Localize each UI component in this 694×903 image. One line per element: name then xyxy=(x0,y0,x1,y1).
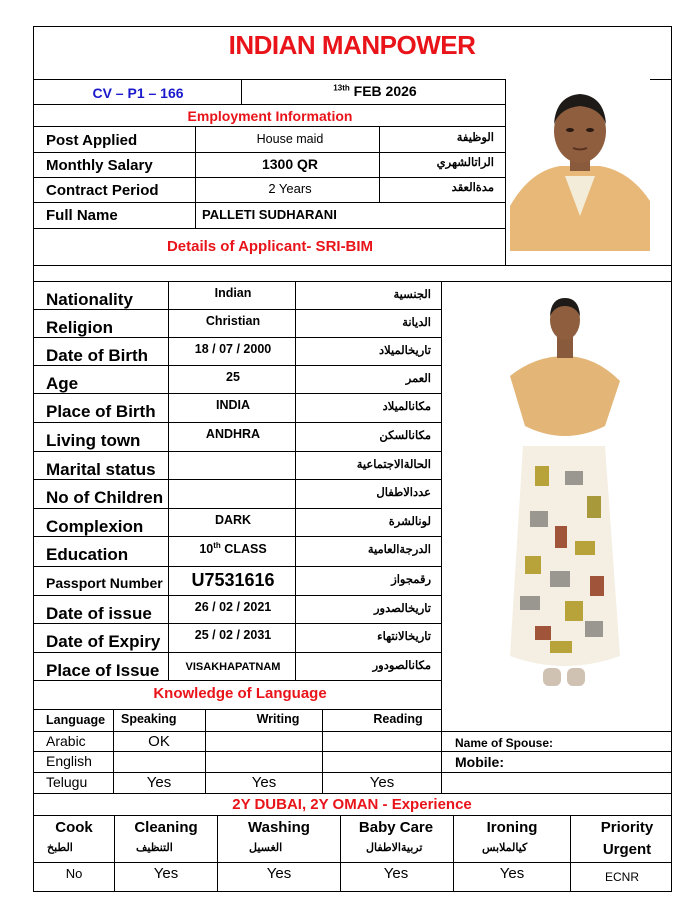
divider xyxy=(33,79,505,80)
field-value: 18 / 07 / 2000 xyxy=(194,342,272,356)
divider xyxy=(33,566,441,567)
field-arabic: العمر xyxy=(405,373,431,385)
skill-value: Yes xyxy=(383,865,409,882)
full-name-label: Full Name xyxy=(46,207,118,224)
field-value: VISAKHAPATNAM xyxy=(185,661,281,673)
divider xyxy=(441,281,442,793)
field-value: DARK xyxy=(214,513,252,527)
divider xyxy=(295,281,296,680)
divider xyxy=(33,772,672,773)
priority-value: Urgent xyxy=(602,841,652,858)
language-name: English xyxy=(46,753,92,769)
divider xyxy=(168,281,169,680)
field-label: Passport Number xyxy=(46,575,163,591)
divider xyxy=(33,202,505,203)
divider xyxy=(217,815,218,891)
field-arabic: مدةالعقد xyxy=(451,182,494,194)
field-label: Religion xyxy=(46,318,114,337)
language-writing: Yes xyxy=(251,774,277,791)
field-label: Age xyxy=(46,374,79,393)
field-value: U7531616 xyxy=(191,570,275,590)
divider xyxy=(33,731,672,732)
spouse-name-label: Name of Spouse: xyxy=(455,736,554,750)
divider xyxy=(33,595,441,596)
field-label: Date of issue xyxy=(46,604,152,623)
cv-date xyxy=(333,84,416,98)
ecnr-value: ECNR xyxy=(604,870,640,884)
field-label: Contract Period xyxy=(46,182,159,199)
skill-value: Yes xyxy=(266,865,292,882)
field-arabic: عددالاطفال xyxy=(376,487,431,499)
divider xyxy=(33,508,441,509)
field-arabic: مكانالسكن xyxy=(379,430,431,442)
language-speaking: Yes xyxy=(146,774,172,791)
skill-name: Ironing xyxy=(486,819,538,836)
field-value: 1300 QR xyxy=(261,156,319,172)
divider xyxy=(33,281,672,282)
skill-arabic: الغسيل xyxy=(249,842,283,854)
divider xyxy=(241,79,242,104)
field-label: Complexion xyxy=(46,517,144,536)
divider xyxy=(33,891,672,892)
field-label: Post Applied xyxy=(46,132,138,149)
field-arabic: مكانالصودور xyxy=(372,660,431,672)
experience-title: 2Y DUBAI, 2Y OMAN - Experience xyxy=(232,796,472,813)
skill-arabic: تربيةالاطفال xyxy=(366,842,423,854)
field-arabic: الجنسية xyxy=(393,289,431,301)
field-label: Nationality xyxy=(46,290,133,309)
field-label: Date of Expiry xyxy=(46,632,161,651)
language-header: Writing xyxy=(256,712,300,726)
field-arabic: الدرجةالعامية xyxy=(367,544,431,556)
field-value: ANDHRA xyxy=(205,427,261,441)
skill-arabic: التنظيف xyxy=(136,842,173,854)
employment-title: Employment Information xyxy=(187,108,353,124)
divider xyxy=(33,337,441,338)
divider xyxy=(33,422,441,423)
divider xyxy=(33,751,672,752)
mobile-label: Mobile: xyxy=(455,754,504,770)
field-arabic: تاريخالانتهاء xyxy=(377,631,431,643)
passport-photo xyxy=(510,86,650,251)
full-name-value: PALLETI SUDHARANI xyxy=(202,207,337,222)
field-label: Place of Issue xyxy=(46,661,160,680)
language-title: Knowledge of Language xyxy=(153,685,327,702)
language-speaking: OK xyxy=(148,733,170,750)
divider xyxy=(33,479,441,480)
field-label: No of Children xyxy=(46,488,164,507)
divider xyxy=(33,680,441,681)
cv-date-rest: FEB 2026 xyxy=(353,83,417,99)
divider xyxy=(33,177,505,178)
field-arabic: مكانالميلاد xyxy=(382,401,431,413)
language-header: Language xyxy=(46,713,106,727)
field-arabic: تاريخالصدور xyxy=(373,603,431,615)
divider xyxy=(33,365,441,366)
field-label: Living town xyxy=(46,431,141,450)
field-value: 25 / 02 / 2031 xyxy=(194,628,272,642)
skill-name: Cleaning xyxy=(134,819,198,836)
field-value: INDIA xyxy=(215,398,251,412)
company-title: INDIAN MANPOWER xyxy=(228,30,476,60)
field-value: Indian xyxy=(214,286,252,300)
divider xyxy=(33,623,441,624)
field-label: Education xyxy=(46,545,129,564)
divider xyxy=(33,152,505,153)
language-header: Speaking xyxy=(121,712,177,726)
skill-value: Yes xyxy=(499,865,525,882)
divider xyxy=(505,79,506,265)
language-name: Arabic xyxy=(46,733,86,749)
divider xyxy=(33,309,441,310)
divider xyxy=(33,815,672,816)
skill-arabic: الطبخ xyxy=(47,842,73,854)
full-length-photo xyxy=(505,296,625,696)
field-label: Place of Birth xyxy=(46,402,156,421)
divider xyxy=(453,815,454,891)
skill-value: No xyxy=(65,866,83,881)
divider xyxy=(650,79,672,80)
cv-code: CV – P1 – 166 xyxy=(92,85,184,101)
skill-name: Baby Care xyxy=(358,819,434,836)
divider xyxy=(33,862,672,863)
details-title: Details of Applicant- SRI-BIM xyxy=(166,238,374,255)
divider xyxy=(33,228,505,229)
field-arabic: رقمجواز xyxy=(391,574,431,586)
field-arabic: الراتالشهري xyxy=(436,157,494,169)
divider xyxy=(33,709,441,710)
divider xyxy=(33,104,505,105)
divider xyxy=(33,536,441,537)
field-arabic: الحالةالاجتماعية xyxy=(356,459,431,471)
skill-name: Cook xyxy=(55,819,93,836)
language-name: Telugu xyxy=(46,774,88,790)
field-arabic: الديانة xyxy=(402,317,431,329)
skill-name: Washing xyxy=(248,819,310,836)
field-value: House maid xyxy=(256,132,324,146)
divider xyxy=(570,815,571,891)
field-arabic: الوظيفة xyxy=(456,132,494,144)
divider xyxy=(33,393,441,394)
skill-arabic: كيالملابس xyxy=(482,842,528,854)
divider xyxy=(33,793,672,794)
divider xyxy=(33,451,441,452)
language-reading: Yes xyxy=(369,774,395,791)
field-value: 26 / 02 / 2021 xyxy=(194,600,272,614)
field-arabic: تاريخالميلاد xyxy=(379,345,431,357)
field-value: 25 xyxy=(226,370,240,384)
divider xyxy=(114,815,115,891)
divider xyxy=(340,815,341,891)
priority-label: Priority xyxy=(600,819,654,836)
skill-value: Yes xyxy=(153,865,179,882)
language-header: Reading xyxy=(373,712,423,726)
divider xyxy=(379,126,380,202)
field-value: 2 Years xyxy=(268,181,312,196)
field-label: Date of Birth xyxy=(46,346,148,365)
cv-date-day: 13th xyxy=(333,83,350,93)
field-label: Monthly Salary xyxy=(46,157,153,174)
field-value: 10th CLASS xyxy=(199,541,267,557)
field-label: Marital status xyxy=(46,460,156,479)
divider xyxy=(33,126,505,127)
field-arabic: لونالشرة xyxy=(388,516,431,528)
divider xyxy=(33,265,672,266)
divider xyxy=(33,652,441,653)
field-value: Christian xyxy=(205,314,261,328)
